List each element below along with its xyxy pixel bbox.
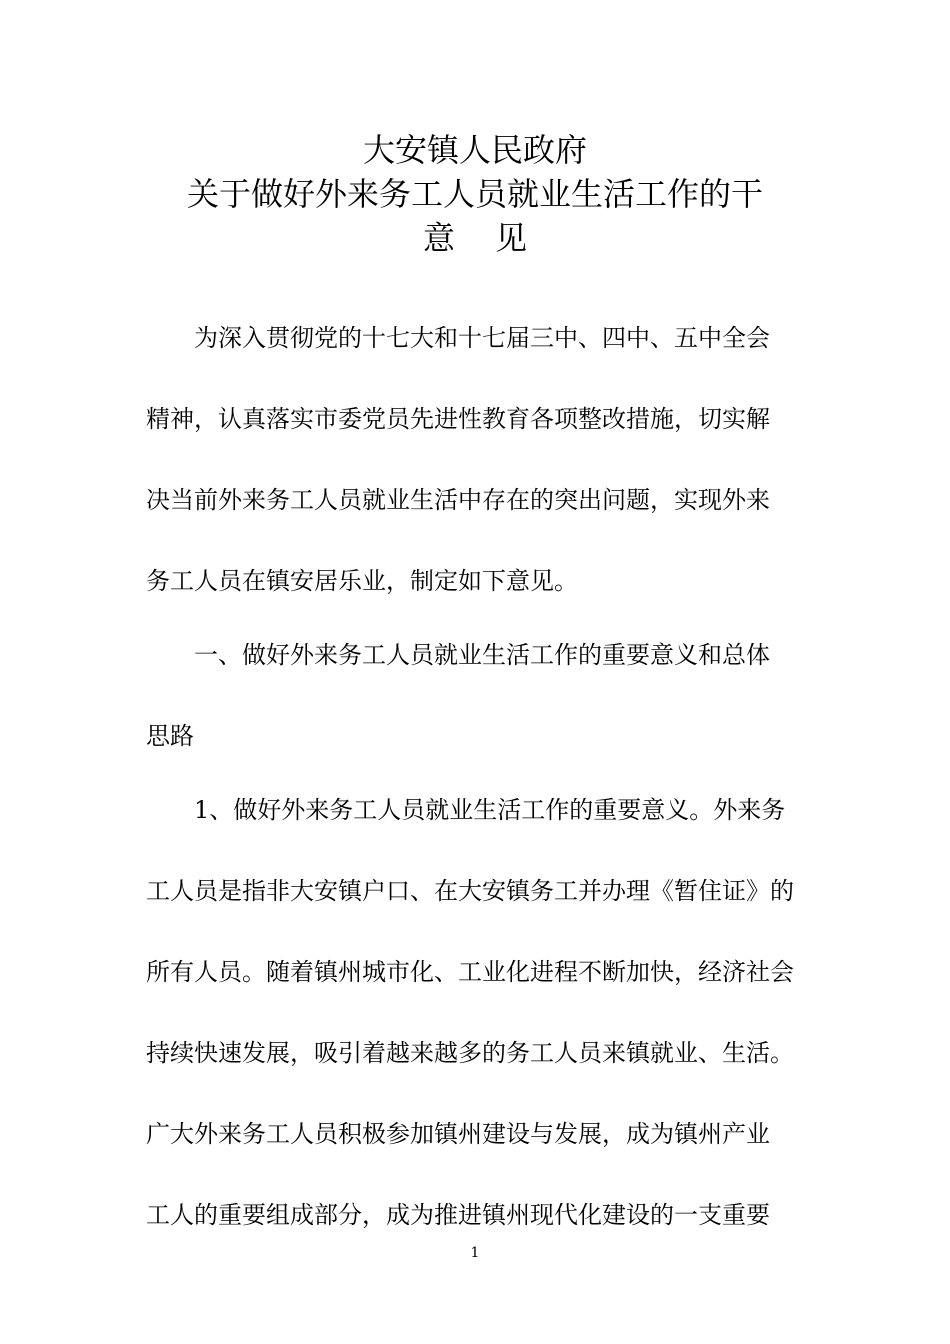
document-body bbox=[146, 316, 808, 1237]
body-line: 持续快速发展，吸引着越来越多的务工人员来镇就业、生活。 bbox=[146, 1039, 794, 1067]
title-line-subject: 关于做好外来务工人员就业生活工作的干 bbox=[186, 175, 763, 213]
title-line-doctype: 意见 bbox=[422, 219, 567, 257]
title-line-issuer: 大安镇人民政府 bbox=[362, 131, 587, 169]
section-heading-line: 思路 bbox=[146, 722, 194, 750]
body-line: 务工人员在镇安居乐业，制定如下意见。 bbox=[146, 567, 578, 595]
document-title bbox=[0, 128, 950, 260]
body-line: 决当前外来务工人员就业生活中存在的突出问题，实现外来 bbox=[146, 486, 770, 514]
body-line: 所有人员。随着镇州城市化、工业化进程不断加快，经济社会 bbox=[146, 958, 794, 986]
body-line: 精神，认真落实市委党员先进性教育各项整改措施，切实解 bbox=[146, 405, 770, 433]
section-heading-line: 一、做好外来务工人员就业生活工作的重要意义和总体 bbox=[194, 641, 770, 669]
body-line: 广大外来务工人员积极参加镇州建设与发展，成为镇州产业 bbox=[146, 1120, 770, 1148]
body-line: 工人的重要组成部分，成为推进镇州现代化建设的一支重要 bbox=[146, 1201, 770, 1229]
body-line: 1、做好外来务工人员就业生活工作的重要意义。外来务 bbox=[194, 796, 786, 824]
body-line: 为深入贯彻党的十七大和十七届三中、四中、五中全会 bbox=[194, 324, 770, 352]
body-line: 工人员是指非大安镇户口、在大安镇务工并办理《暂住证》的 bbox=[146, 877, 794, 905]
page-number: 1 bbox=[470, 1245, 480, 1261]
